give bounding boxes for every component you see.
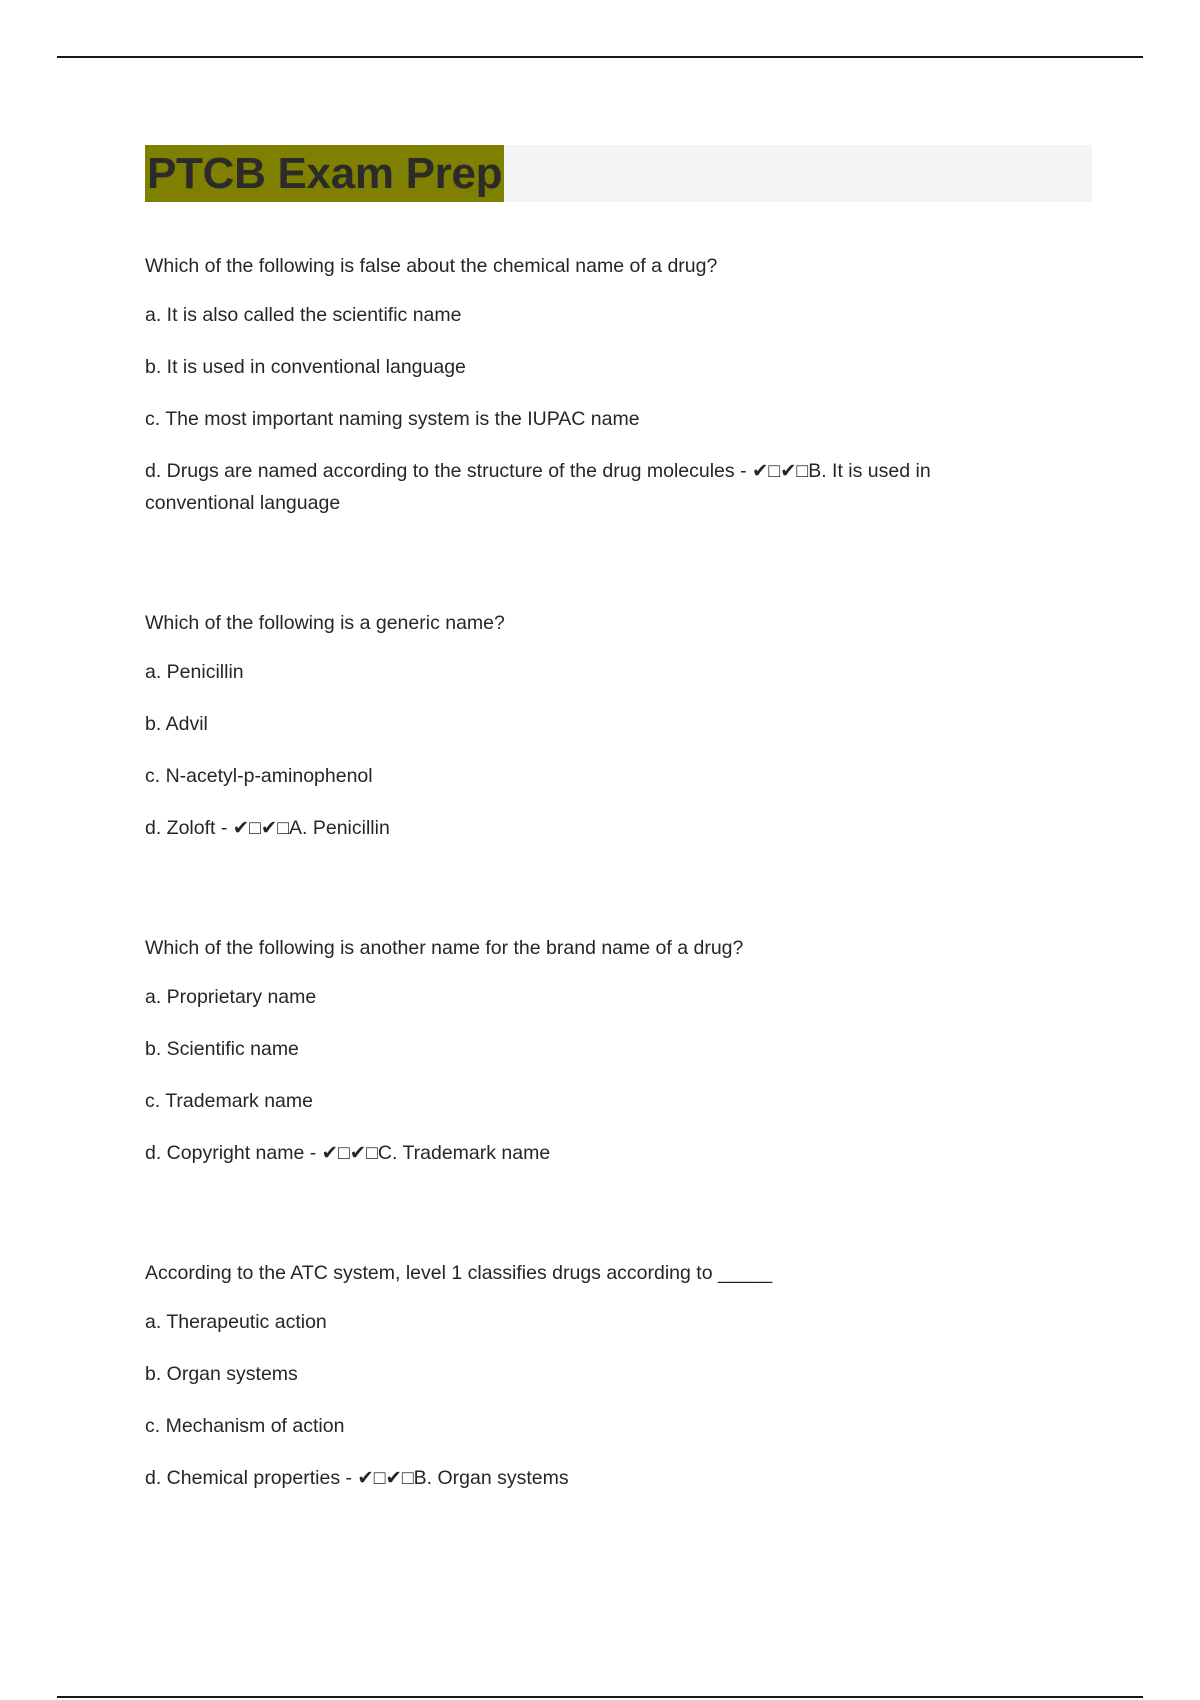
- answer-option-with-key: d. Copyright name - ✔□✔□C. Trademark name: [145, 1142, 551, 1164]
- answer-option: b. It is used in conventional language: [145, 356, 466, 378]
- question-text: Which of the following is a generic name?: [145, 612, 505, 634]
- question-text: Which of the following is another name for the brand name of a drug?: [145, 937, 744, 959]
- answer-option: c. The most important naming system is the IUPAC name: [145, 408, 640, 430]
- answer-option: b. Advil: [145, 713, 208, 735]
- answer-option: a. Proprietary name: [145, 986, 317, 1008]
- bottom-rule: [57, 1696, 1143, 1698]
- answer-option: b. Organ systems: [145, 1363, 298, 1385]
- question-block: [145, 932, 1045, 1169]
- answer-option-with-key: d. Drugs are named according to the structure of the drug molecules - ✔□✔□B. It is used in conventional language: [145, 460, 931, 514]
- question-text: According to the ATC system, level 1 classifies drugs according to _____: [145, 1262, 773, 1284]
- top-rule: [57, 56, 1143, 58]
- answer-option: b. Scientific name: [145, 1038, 299, 1060]
- question-block: [145, 1257, 1045, 1494]
- answer-option: c. Trademark name: [145, 1090, 313, 1112]
- answer-option: a. Penicillin: [145, 661, 244, 683]
- answer-option-with-key: d. Zoloft - ✔□✔□A. Penicillin: [145, 817, 390, 839]
- page-title: PTCB Exam Prep: [145, 145, 504, 202]
- answer-option-with-key: d. Chemical properties - ✔□✔□B. Organ systems: [145, 1467, 569, 1489]
- question-block: [145, 607, 1045, 844]
- answer-option: c. N-acetyl-p-aminophenol: [145, 765, 373, 787]
- question-list: [145, 250, 1045, 1582]
- answer-option: a. Therapeutic action: [145, 1311, 327, 1333]
- question-block: [145, 250, 1045, 519]
- answer-option: a. It is also called the scientific name: [145, 304, 462, 326]
- question-text: Which of the following is false about the chemical name of a drug?: [145, 255, 718, 277]
- answer-option: c. Mechanism of action: [145, 1415, 345, 1437]
